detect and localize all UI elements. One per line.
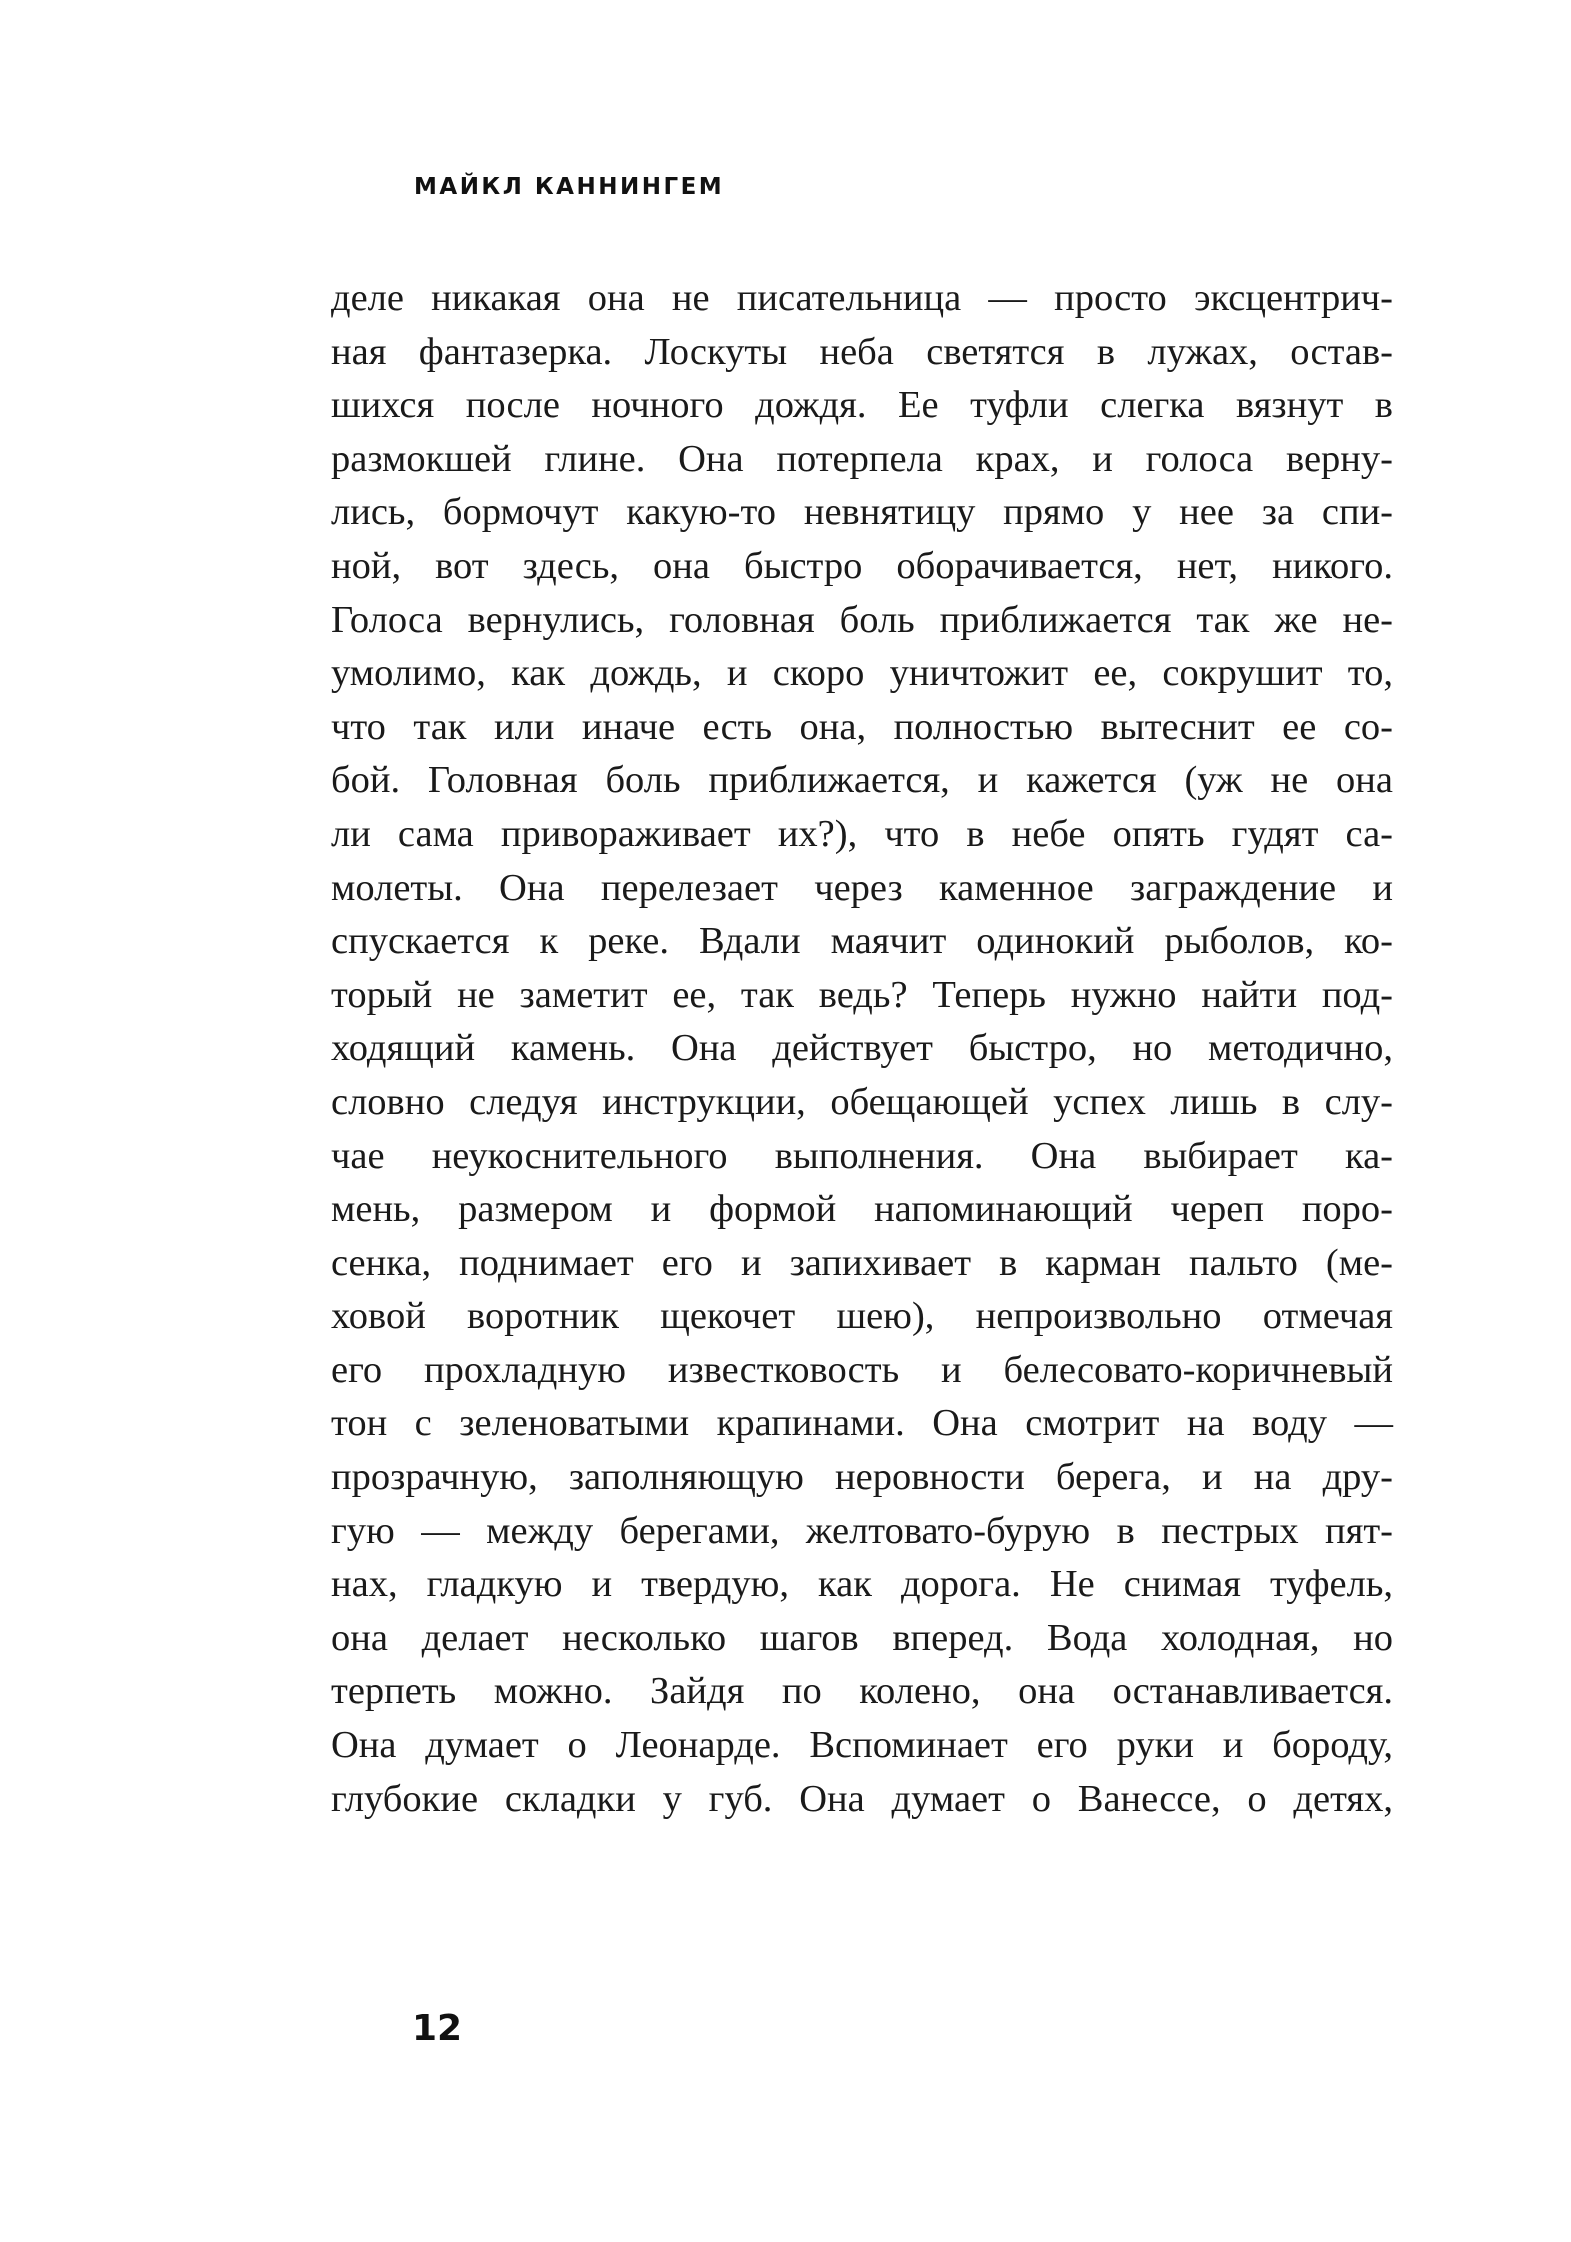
text-line: Она думает о Леонарде. Вспоминает его руки и бороду, [331, 1724, 1393, 1767]
text-line: нах, гладкую и твердую, как дорога. Не снимая туфель, [331, 1563, 1393, 1606]
text-line: сенка, поднимает его и запихивает в карман пальто (ме- [331, 1241, 1393, 1284]
page-number: 12 [412, 2008, 463, 2049]
text-line: ной, вот здесь, она быстро оборачивается, нет, никого. [331, 544, 1393, 587]
text-line: ная фантазерка. Лоскуты неба светятся в лужах, остав- [331, 330, 1393, 373]
text-line: терпеть можно. Зайдя по колено, она останавливается. [331, 1670, 1393, 1713]
text-line: Голоса вернулись, головная боль приближается так же не- [331, 598, 1393, 641]
text-line: шихся после ночного дождя. Ее туфли слегка вязнут в [331, 384, 1393, 427]
text-line: что так или иначе есть она, полностью вытеснит ее со- [331, 705, 1393, 748]
text-line: бой. Головная боль приближается, и кажется (уж не она [331, 759, 1393, 802]
text-line: спускается к реке. Вдали маячит одинокий рыболов, ко- [331, 920, 1393, 963]
text-line: гую — между берегами, желтовато-бурую в пестрых пят- [331, 1509, 1393, 1552]
text-line: словно следуя инструкции, обещающей успех лишь в слу- [331, 1080, 1393, 1123]
text-line: лись, бормочут какую-то невнятицу прямо у нее за спи- [331, 491, 1393, 534]
text-line: молеты. Она перелезает через каменное заграждение и [331, 866, 1393, 909]
text-line: ходящий камень. Она действует быстро, но методично, [331, 1027, 1393, 1070]
text-line: торый не заметит ее, так ведь? Теперь нужно найти под- [331, 973, 1393, 1016]
text-line: она делает несколько шагов вперед. Вода холодная, но [331, 1616, 1393, 1659]
text-line: ли сама привораживает их?), что в небе опять гудят са- [331, 812, 1393, 855]
text-line: умолимо, как дождь, и скоро уничтожит ее, сокрушит то, [331, 652, 1393, 695]
text-line: размокшей глине. Она потерпела крах, и голоса верну- [331, 437, 1393, 480]
text-line: чае неукоснительного выполнения. Она выбирает ка- [331, 1134, 1393, 1177]
running-header: МАЙКЛ КАННИНГЕМ [414, 174, 725, 200]
text-line: его прохладную известковость и белесовато-коричневый [331, 1348, 1393, 1391]
text-line: глубокие складки у губ. Она думает о Ванессе, о детях, [331, 1777, 1393, 1820]
text-line: тон с зеленоватыми крапинами. Она смотрит на воду — [331, 1402, 1393, 1445]
text-line: деле никакая она не писательница — просто эксцентрич- [331, 277, 1393, 319]
text-line: ховой воротник щекочет шею), непроизвольно отмечая [331, 1295, 1393, 1338]
text-line: прозрачную, заполняющую неровности берега, и на дру- [331, 1456, 1393, 1499]
body-text [331, 272, 1393, 1826]
text-line: мень, размером и формой напоминающий череп поро- [331, 1188, 1393, 1231]
